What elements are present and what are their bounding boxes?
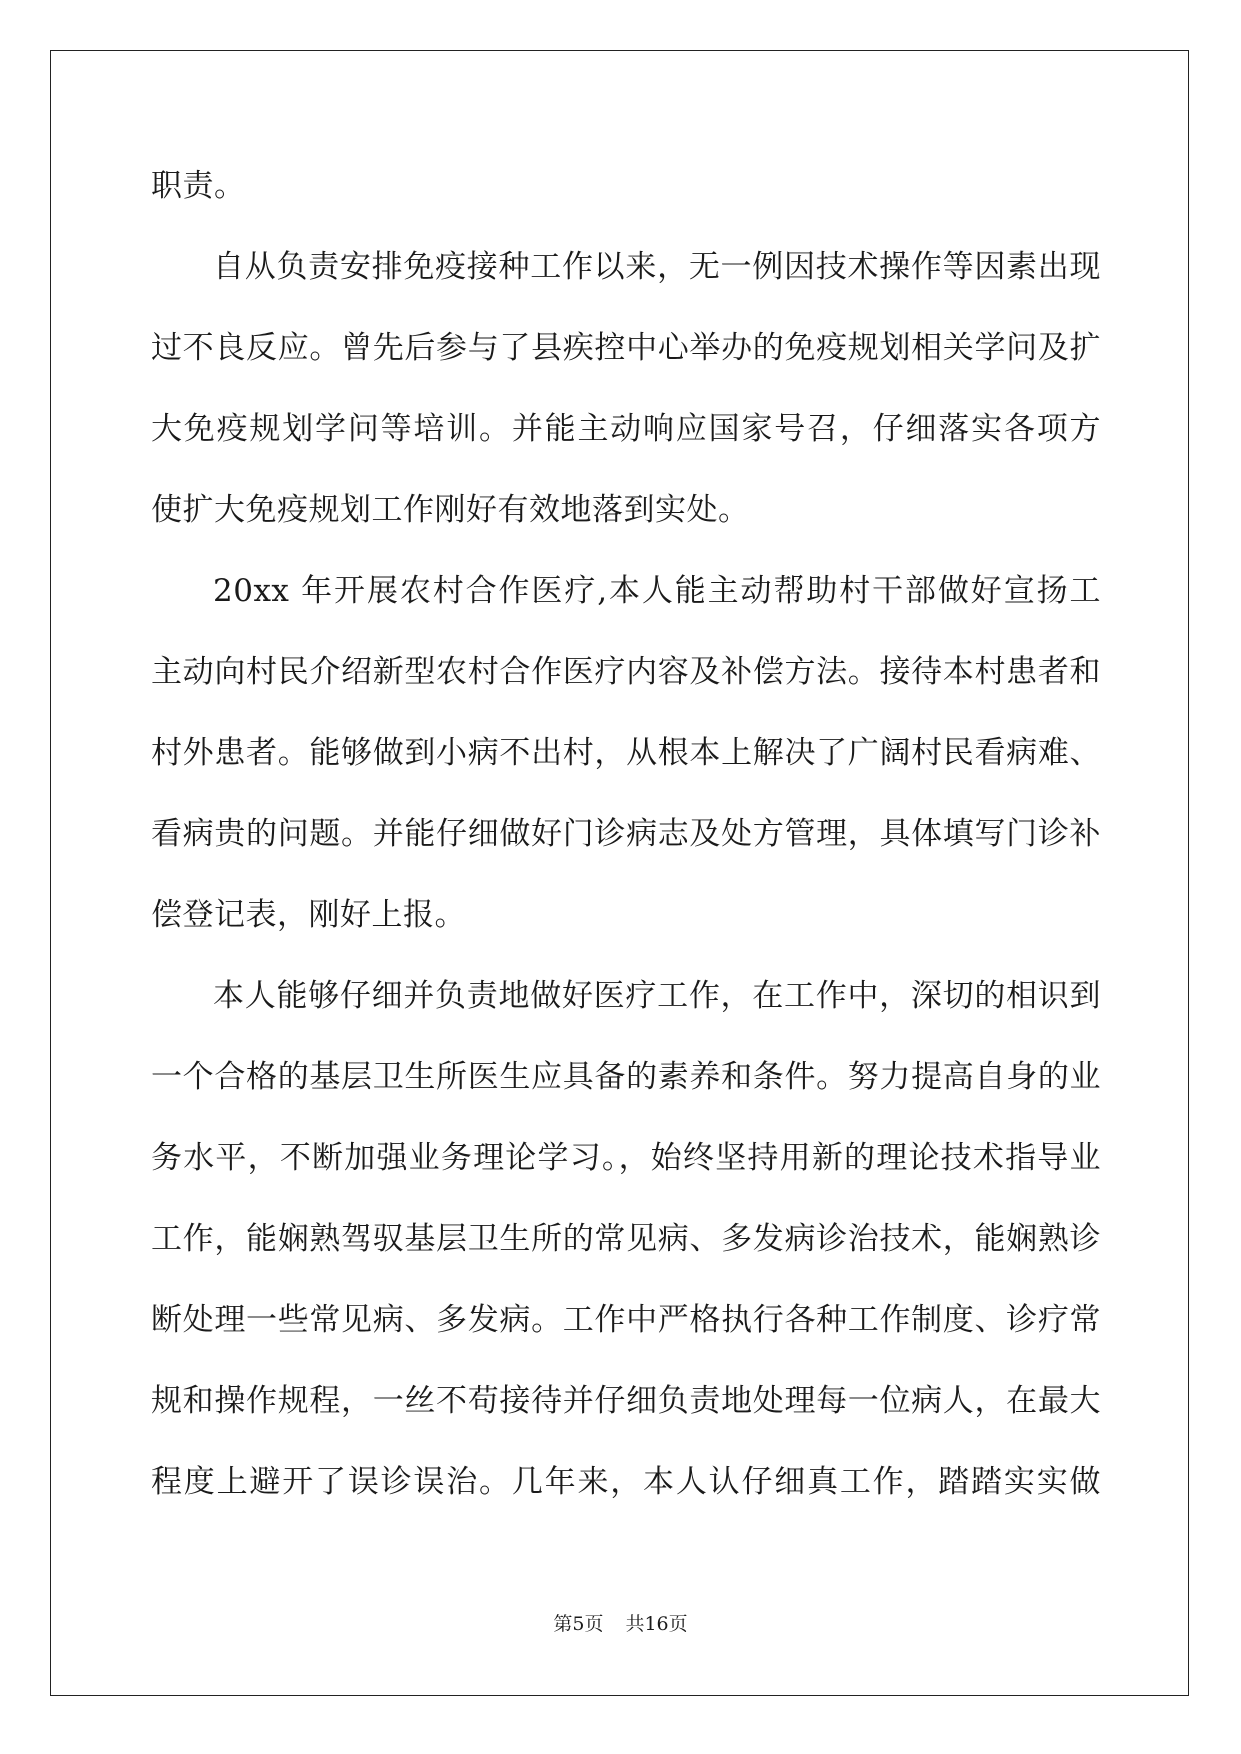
text-line: 大免疫规划学问等培训。并能主动响应国家号召，仔细落实各项方 bbox=[151, 411, 1101, 447]
text-line: 主动向村民介绍新型农村合作医疗内容及补偿方法。接待本村患者和 bbox=[151, 654, 1101, 690]
text-line: 务水平，不断加强业务理论学习。，始终坚持用新的理论技术指导业 bbox=[151, 1140, 1101, 1176]
text-line: 20xx 年开展农村合作医疗,本人能主动帮助村干部做好宣扬工 bbox=[213, 573, 1101, 609]
text-line: 程度上避开了误诊误治。几年来，本人认仔细真工作，踏踏实实做 bbox=[151, 1464, 1101, 1500]
text-line: 规和操作规程，一丝不苟接待并仔细负责地处理每一位病人，在最大 bbox=[151, 1383, 1101, 1419]
page-total: 共16页 bbox=[625, 1613, 688, 1635]
text-line: 自从负责安排免疫接种工作以来，无一例因技术操作等因素出现 bbox=[213, 249, 1101, 285]
page-number: 第5页 bbox=[553, 1613, 604, 1635]
text-line: 使扩大免疫规划工作刚好有效地落到实处。 bbox=[151, 492, 750, 528]
text-line: 偿登记表，刚好上报。 bbox=[151, 897, 466, 933]
text-line: 过不良反应。曾先后参与了县疾控中心举办的免疫规划相关学问及扩 bbox=[151, 330, 1101, 366]
text-line: 职责。 bbox=[151, 168, 246, 204]
page-footer bbox=[0, 1609, 1241, 1636]
text-line: 一个合格的基层卫生所医生应具备的素养和条件。努力提高自身的业 bbox=[151, 1059, 1101, 1095]
text-line: 本人能够仔细并负责地做好医疗工作，在工作中，深切的相识到 bbox=[213, 978, 1101, 1014]
text-line: 工作，能娴熟驾驭基层卫生所的常见病、多发病诊治技术，能娴熟诊 bbox=[151, 1221, 1101, 1257]
document-body bbox=[151, 146, 1101, 1523]
text-line: 村外患者。能够做到小病不出村，从根本上解决了广阔村民看病难、 bbox=[151, 735, 1101, 771]
text-line: 看病贵的问题。并能仔细做好门诊病志及处方管理，具体填写门诊补 bbox=[151, 816, 1101, 852]
text-line: 断处理一些常见病、多发病。工作中严格执行各种工作制度、诊疗常 bbox=[151, 1302, 1101, 1338]
